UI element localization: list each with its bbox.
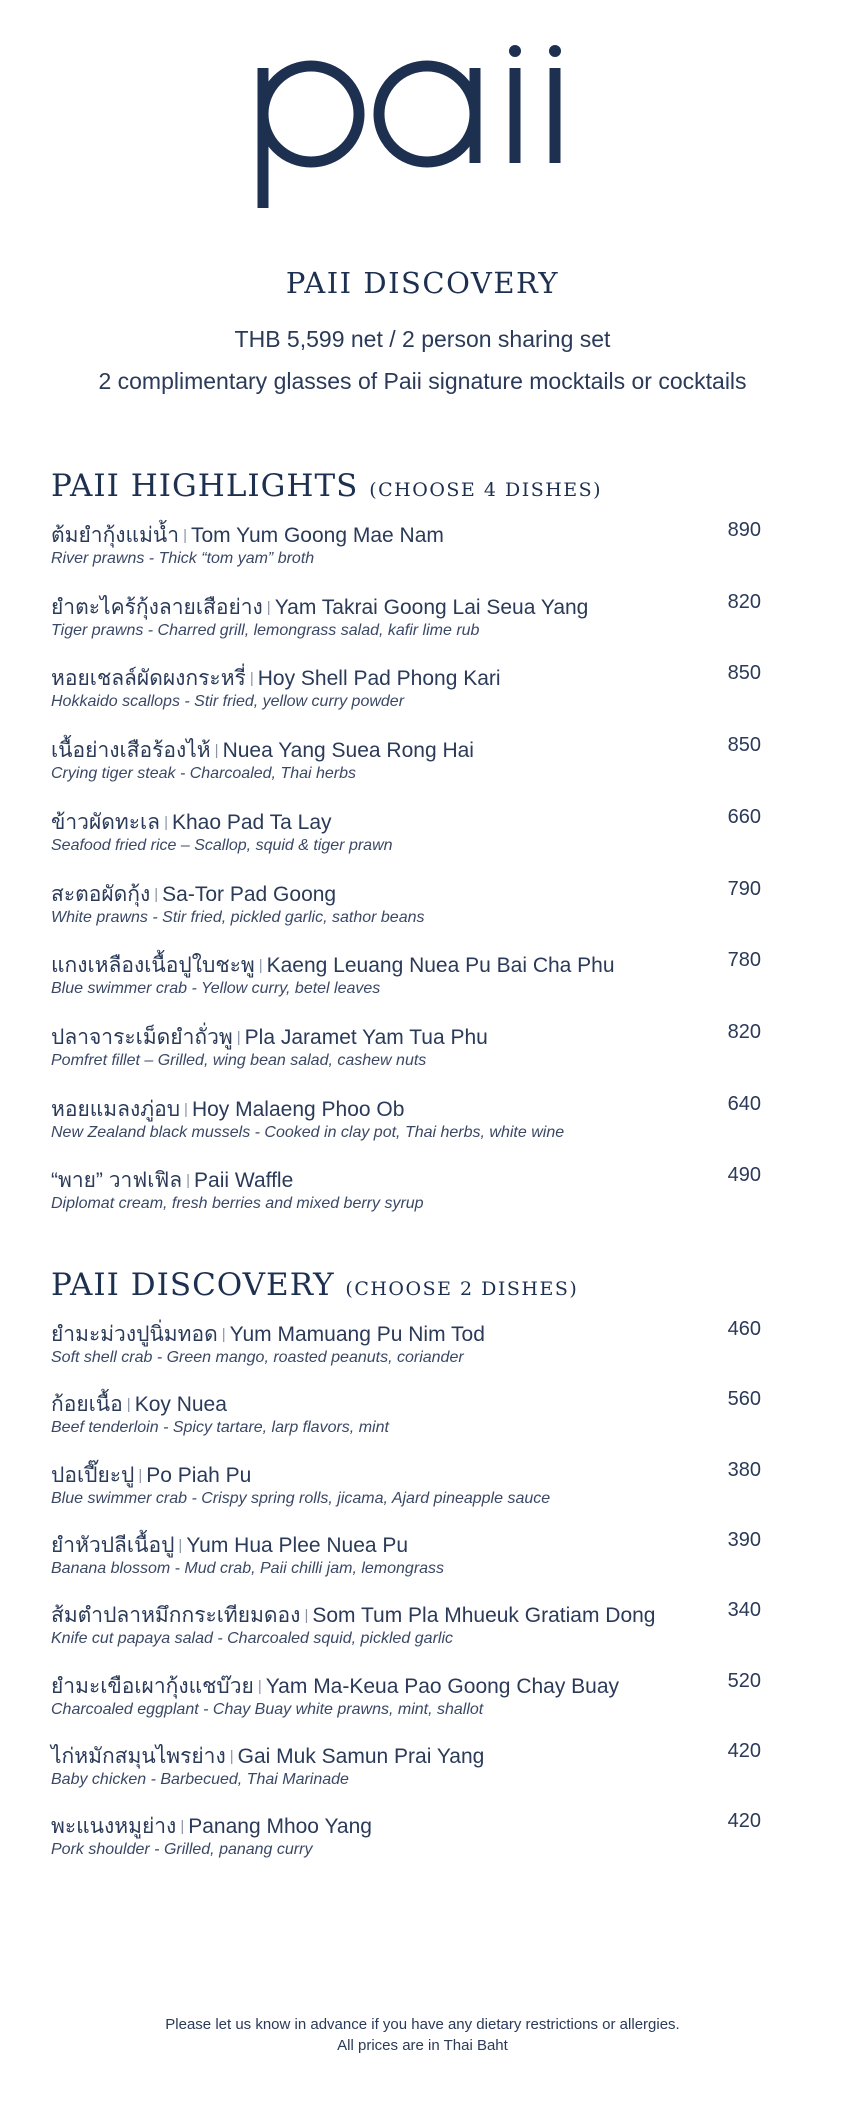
menu-item [51, 806, 761, 866]
dish-thai-name: ต้มยำกุ้งแม่น้ำ [51, 524, 180, 547]
name-separator: | [229, 1747, 234, 1765]
dish-thai-name: ปลาจาระเม็ดยำถั่วพู [51, 1025, 233, 1049]
dish-thai-name: ไก่หมักสมุนไพรย่าง [51, 1744, 226, 1768]
menu-item [51, 591, 761, 651]
dish-english-name: Nuea Yang Suea Rong Hai [222, 739, 474, 763]
name-separator: | [249, 670, 254, 688]
paii-logo [0, 40, 845, 220]
dish-name [51, 1670, 619, 1703]
dish-name [51, 734, 474, 767]
dish-price: 420 [727, 1739, 761, 1762]
dish-description: White prawns - Stir fried, pickled garlic, sathor beans [51, 908, 425, 926]
dish-description: Diplomat cream, fresh berries and mixed berry syrup [51, 1195, 424, 1213]
menu-item [51, 1318, 761, 1378]
dish-english-name: Tom Yum Goong Mae Nam [190, 524, 444, 547]
dish-english-name: Yam Takrai Goong Lai Seua Yang [274, 595, 589, 619]
dish-description: Soft shell crab - Green mango, roasted peanuts, coriander [51, 1349, 464, 1366]
discovery-title: PAII DISCOVERY [51, 1267, 335, 1303]
dish-thai-name: ก้อยเนื้อ [51, 1393, 123, 1417]
dish-name [51, 878, 336, 911]
dish-thai-name: เนื้อย่างเสือร้องไห้ [51, 739, 211, 763]
menu-item [51, 662, 761, 722]
dish-name [51, 1093, 404, 1126]
dish-price: 380 [727, 1458, 761, 1481]
dish-english-name: Yam Ma-Keua Pao Goong Chay Buay [265, 1674, 620, 1698]
dish-description: Seafood fried rice – Scallop, squid & tiger prawn [51, 836, 393, 854]
dish-english-name: Pla Jaramet Yam Tua Phu [244, 1025, 488, 1049]
dish-price: 490 [727, 1164, 761, 1187]
dish-name [51, 591, 588, 624]
dish-thai-name: “พาย” วาฟเฟิล [51, 1169, 183, 1193]
dish-description: Blue swimmer crab - Crispy spring rolls, jicama, Ajard pineapple sauce [51, 1489, 551, 1507]
highlights-heading [51, 468, 602, 504]
dish-thai-name: ยำหัวปลีเนื้อปู [51, 1533, 175, 1557]
dish-english-name: Khao Pad Ta Lay [171, 810, 332, 834]
menu-item [51, 1529, 761, 1589]
dish-description: Banana blossom - Mud crab, Paii chilli jam, lemongrass [51, 1559, 445, 1577]
dish-english-name: Yum Mamuang Pu Nim Tod [229, 1323, 485, 1346]
dish-name [51, 949, 615, 982]
dish-price: 820 [727, 1020, 761, 1043]
dish-thai-name: ยำมะม่วงปูนิ่มทอด [51, 1323, 218, 1346]
menu-title: PAII DISCOVERY [285, 266, 560, 300]
currency-note: All prices are in Thai Baht [337, 2037, 508, 2054]
menu-item [51, 1599, 761, 1659]
menu-item [51, 1164, 761, 1224]
dish-name [51, 806, 332, 839]
dish-english-name: Koy Nuea [134, 1393, 227, 1417]
dish-price: 340 [727, 1599, 761, 1622]
dish-name [51, 519, 444, 552]
dish-name [51, 1810, 372, 1843]
dish-description: Crying tiger steak - Charcoaled, Thai herbs [51, 765, 357, 783]
discovery-note: (CHOOSE 2 DISHES) [345, 1278, 579, 1300]
highlights-note: (CHOOSE 4 DISHES) [369, 479, 603, 501]
dish-price: 850 [727, 662, 761, 685]
name-separator: | [266, 598, 271, 616]
set-note: 2 complimentary glasses of Paii signature mocktails or cocktails [98, 368, 747, 394]
menu-item [51, 1670, 761, 1730]
dish-price: 460 [727, 1318, 761, 1340]
dish-english-name: Yum Hua Plee Nuea Pu [186, 1533, 409, 1557]
dish-thai-name: ยำมะเขือเผากุ้งแชบ๊วย [51, 1674, 254, 1698]
dish-english-name: Panang Mhoo Yang [188, 1815, 372, 1839]
menu-item [51, 519, 761, 579]
dish-name [51, 1318, 485, 1351]
dish-price: 660 [727, 805, 761, 828]
name-separator: | [304, 1607, 309, 1625]
name-separator: | [236, 1028, 241, 1046]
name-separator: | [183, 527, 187, 544]
menu-item [51, 878, 761, 938]
dish-thai-name: หอยเชลล์ผัดผงกระหรี่ [51, 667, 246, 691]
highlights-title: PAII HIGHLIGHTS [51, 468, 359, 504]
dish-english-name: Sa-Tor Pad Goong [162, 882, 337, 906]
menu-item [51, 1459, 761, 1519]
dish-price: 520 [727, 1669, 761, 1692]
menu-item [51, 1388, 761, 1448]
dish-english-name: Po Piah Pu [146, 1463, 252, 1487]
dish-name [51, 1459, 251, 1492]
dish-thai-name: แกงเหลืองเนื้อปูใบชะพู [51, 954, 255, 978]
name-separator: | [154, 885, 159, 903]
dish-description: Tiger prawns - Charred grill, lemongrass salad, kafir lime rub [51, 621, 480, 639]
name-separator: | [180, 1818, 185, 1836]
dish-name [51, 1740, 484, 1773]
dish-description: River prawns - Thick “tom yam” broth [51, 550, 315, 567]
name-separator: | [184, 1100, 188, 1118]
dish-thai-name: พะแนงหมูย่าง [51, 1815, 177, 1839]
dish-description: Baby chicken - Barbecued, Thai Marinade [51, 1770, 349, 1788]
dish-thai-name: ส้มตำปลาหมึกกระเทียมดอง [51, 1604, 301, 1628]
dish-price: 780 [727, 949, 761, 972]
dish-english-name: Paii Waffle [194, 1169, 294, 1193]
dish-thai-name: ยำตะไคร้กุ้งลายเสือย่าง [51, 595, 263, 619]
name-separator: | [257, 1677, 262, 1695]
dish-name [51, 1164, 293, 1197]
menu-item [51, 1740, 761, 1800]
name-separator: | [126, 1396, 131, 1414]
dish-description: Beef tenderloin - Spicy tartare, larp flavors, mint [51, 1419, 389, 1437]
set-price: THB 5,599 net / 2 person sharing set [234, 326, 611, 352]
menu-item [51, 949, 761, 1009]
dish-thai-name: ข้าวผัดทะเล [51, 810, 161, 834]
dish-price: 640 [727, 1092, 761, 1115]
dish-thai-name: ปอเปี๊ยะปู [51, 1463, 135, 1487]
dish-english-name: Hoy Shell Pad Phong Kari [257, 667, 501, 691]
discovery-heading [51, 1267, 578, 1303]
dish-price: 890 [727, 519, 761, 541]
dish-description: Hokkaido scallops - Stir fried, yellow curry powder [51, 693, 405, 711]
name-separator: | [138, 1466, 143, 1484]
dish-name [51, 1021, 488, 1054]
name-separator: | [214, 742, 219, 760]
dish-thai-name: หอยแมลงภู่อบ [51, 1097, 181, 1121]
dish-name [51, 1388, 227, 1421]
dish-price: 820 [727, 590, 761, 613]
dish-price: 790 [727, 877, 761, 900]
menu-item [51, 1021, 761, 1081]
dish-name [51, 662, 501, 695]
name-separator: | [258, 957, 263, 975]
dish-description: Pork shoulder - Grilled, panang curry [51, 1841, 313, 1859]
dish-name [51, 1529, 408, 1562]
name-separator: | [178, 1536, 183, 1554]
dish-english-name: Kaeng Leuang Nuea Pu Bai Cha Phu [266, 954, 615, 978]
dish-english-name: Hoy Malaeng Phoo Ob [191, 1097, 405, 1121]
dish-name [51, 1599, 655, 1632]
dish-description: Blue swimmer crab - Yellow curry, betel leaves [51, 980, 381, 998]
dish-english-name: Som Tum Pla Mhueuk Gratiam Dong [312, 1604, 656, 1628]
name-separator: | [164, 813, 168, 831]
name-separator: | [186, 1172, 191, 1190]
menu-item [51, 1810, 761, 1870]
dish-price: 560 [727, 1388, 761, 1411]
dish-price: 390 [727, 1528, 761, 1551]
dish-description: Charcoaled eggplant - Chay Buay white prawns, mint, shallot [51, 1700, 484, 1718]
dish-thai-name: สะตอผัดกุ้ง [51, 882, 151, 906]
dish-description: Pomfret fillet – Grilled, wing bean salad, cashew nuts [51, 1051, 427, 1069]
dish-english-name: Gai Muk Samun Prai Yang [237, 1744, 485, 1768]
dish-price: 420 [727, 1810, 761, 1833]
name-separator: | [221, 1326, 226, 1343]
dish-description: New Zealand black mussels - Cooked in clay pot, Thai herbs, white wine [51, 1123, 565, 1141]
menu-item [51, 734, 761, 794]
menu-item [51, 1093, 761, 1153]
dish-price: 850 [727, 734, 761, 757]
dietary-note: Please let us know in advance if you have any dietary restrictions or allergies. [165, 2016, 680, 2033]
dish-description: Knife cut papaya salad - Charcoaled squid, pickled garlic [51, 1630, 454, 1648]
